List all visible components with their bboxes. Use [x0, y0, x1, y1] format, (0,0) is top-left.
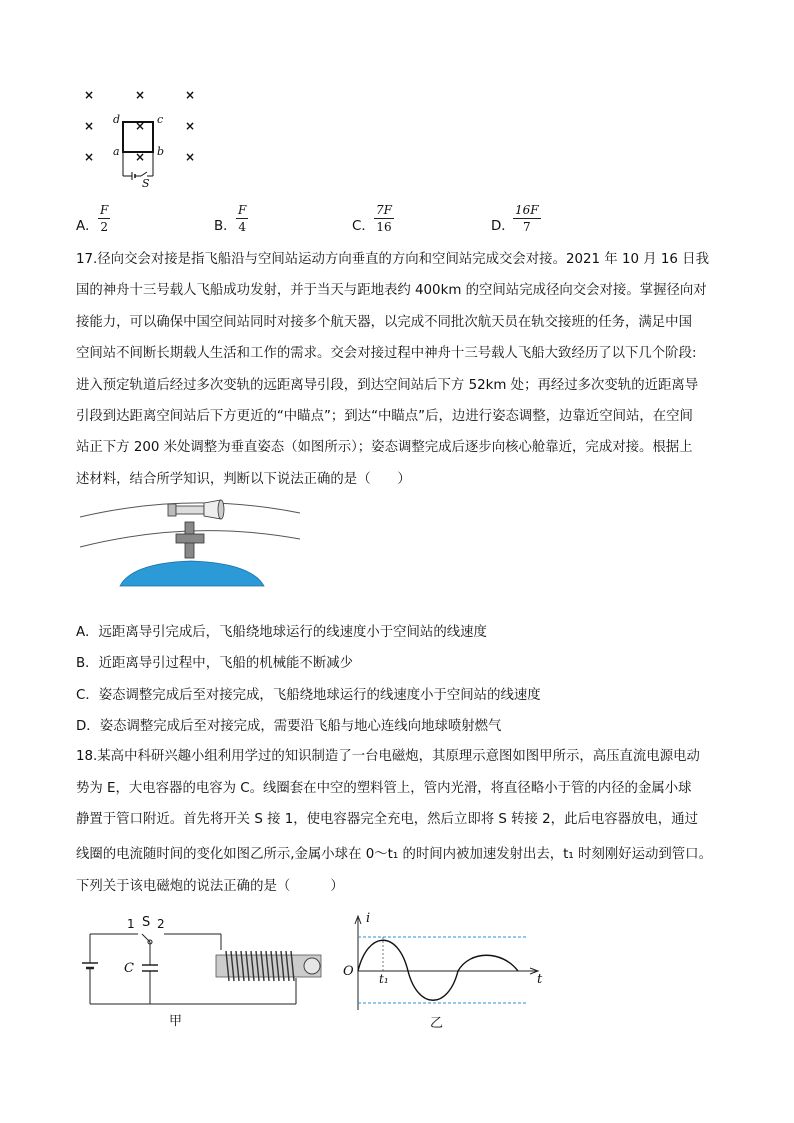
figure-caption-jia: 甲	[169, 1014, 183, 1029]
option-c-letter: C．	[352, 219, 375, 234]
q18-line: 18.某高中科研兴趣小组利用学过的知识制造了一台电磁炮，其原理示意图如图甲所示，高压直流电源电动	[76, 749, 700, 764]
q17-line: 空间站不间断长期载人生活和工作的需求。交会对接过程中神舟十三号载人飞船大致经历了以下几个阶段:	[76, 346, 697, 362]
field-cross: ×	[185, 150, 196, 164]
option-c-fraction: $\frac{7F}{16}$	[376, 203, 392, 234]
field-cross: ×	[135, 119, 146, 133]
q18-line: 势为 E，大电容器的电容为 C。线圈套在中空的塑料管上，管内光滑，将直径略小于管的内径的金属小球	[76, 780, 692, 796]
field-cross: ×	[135, 88, 146, 102]
q17-line: 站正下方 200 米处调整为垂直姿态（如图所示）；姿态调整完成后逐步向核心舱靠近，完成对接。根据上	[76, 440, 693, 456]
coil-tube-icon	[216, 950, 321, 982]
q17-option-a: A．远距离导引完成后，飞船绕地球运行的线速度小于空间站的线速度	[76, 625, 487, 640]
option-d-letter: D．	[491, 219, 515, 234]
q18-stem	[76, 741, 726, 900]
switch-label-s: S	[142, 915, 151, 930]
field-cross: ×	[185, 119, 196, 133]
option-b-letter: B．	[214, 219, 237, 234]
circuit-diagram	[76, 920, 336, 1010]
q17-line: 引段到达距离空间站后下方更近的“中瞄点”；到达“中瞄点”后，边进行姿态调整，边靠近空间站，在空间	[76, 408, 693, 424]
q17-option-c: C．姿态调整完成后至对接完成，飞船绕地球运行的线速度小于空间站的线速度	[76, 687, 541, 703]
label-c: c	[157, 113, 164, 126]
label-a: a	[113, 145, 120, 158]
option-b-fraction: $\frac{F}{4}$	[238, 203, 247, 234]
q17-option-d: D．姿态调整完成后至对接完成，需要沿飞船与地心连线向地球喷射燃气	[76, 719, 502, 735]
option-d-fraction: $\frac{16F}{7}$	[515, 203, 539, 234]
field-cross: ×	[135, 150, 146, 164]
q17-line: 国的神舟十三号载人飞船成功发射，并于当天与距地表约 400km 的空间站完成径向交会对接。掌握径向对	[76, 283, 707, 299]
q18-line: 线圈的电流随时间的变化如图乙所示,金属小球在 0～t₁ 的时间内被加速发射出去，t₁ 时刻刚好运动到管口。	[76, 846, 712, 862]
field-cross: ×	[185, 88, 196, 102]
q17-line: 17.径向交会对接是指飞船沿与空间站运动方向垂直的方向和空间站完成交会对接。2021 年 10 月 16 日我	[76, 252, 709, 267]
label-b: b	[157, 145, 165, 158]
q18-line: 下列关于该电磁炮的说法正确的是（ ）	[76, 878, 344, 894]
q17-options	[76, 617, 726, 743]
field-cross: ×	[84, 119, 95, 133]
current-time-graph	[340, 910, 550, 1020]
switch-terminal-2: 2	[157, 917, 165, 931]
q17-line: 进入预定轨道后经过多次变轨的远距离导引段，到达空间站后下方 52km 处；再经过多次变轨的近距离导	[76, 377, 699, 393]
option-a-fraction: $\frac{F}{2}$	[100, 203, 109, 234]
tick-label-t1: t₁	[379, 972, 389, 986]
field-cross: ×	[84, 88, 95, 102]
capacitor-label: C	[124, 961, 134, 976]
axis-label-i: i	[366, 911, 371, 926]
q17-stem	[76, 244, 726, 495]
axis-label-t: t	[537, 972, 543, 987]
q17-line: 接能力，可以确保中国空间站同时对接多个航天器，以完成不同批次航天员在轨交接班的任务，满足中国	[76, 314, 692, 330]
origin-label: O	[343, 964, 354, 979]
docking-diagram	[76, 495, 306, 590]
label-d: d	[113, 113, 121, 126]
spacecraft-icon	[176, 522, 204, 558]
field-cross: ×	[84, 150, 95, 164]
q17-line: 述材料，结合所学知识，判断以下说法正确的是（ ）	[76, 471, 411, 487]
label-switch-s: S	[142, 177, 150, 190]
option-a-letter: A．	[76, 219, 99, 234]
q17-option-b: B．近距离导引过程中，飞船的机械能不断减少	[76, 656, 353, 672]
switch-terminal-1: 1	[127, 917, 135, 931]
earth-shape	[120, 561, 264, 586]
figure-caption-yi: 乙	[430, 1016, 444, 1031]
q18-line: 静置于管口附近。首先将开关 S 接 1，使电容器完全充电，然后立即将 S 转接 2，此后电容器放电，通过	[76, 812, 698, 828]
